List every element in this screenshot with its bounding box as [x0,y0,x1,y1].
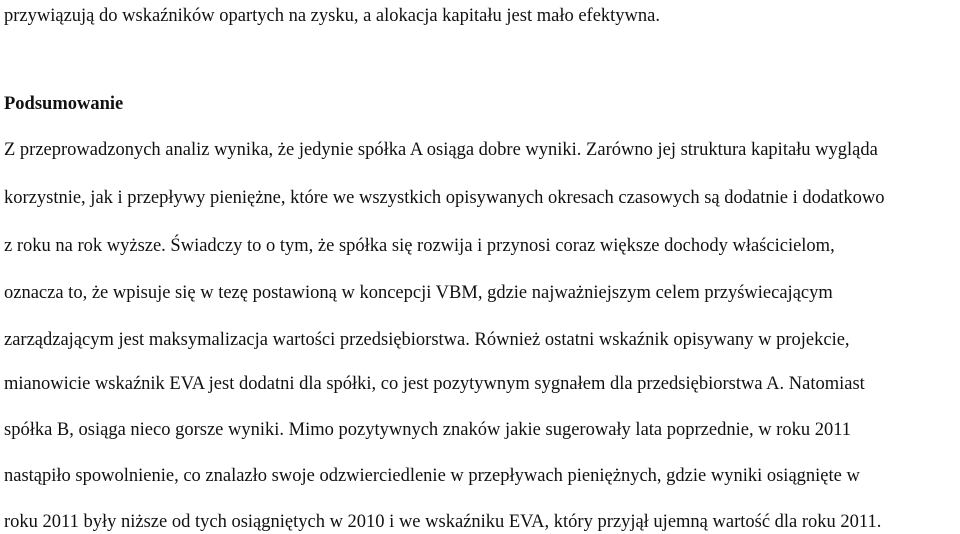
paragraph-line: oznacza to, że wpisuje się w tezę postawioną w koncepcji VBM, gdzie najważniejszym celem przyświecającym [4,283,833,303]
paragraph-line: roku 2011 były niższe od tych osiągniętych w 2010 i we wskaźniku EVA, który przyjął ujemną wartość dla roku 2011. [4,512,882,532]
paragraph-line: mianowicie wskaźnik EVA jest dodatni dla spółki, co jest pozytywnym sygnałem dla przedsiębiorstwa A. Natomiast [4,374,865,394]
paragraph-line: z roku na rok wyższe. Świadczy to o tym, że spółka się rozwija i przynosi coraz większe dochody właścicielom, [4,236,835,256]
paragraph-line: korzystnie, jak i przepływy pieniężne, które we wszystkich opisywanych okresach czasowych są dodatnie i dodatkowo [4,188,885,208]
intro-line: przywiązują do wskaźników opartych na zysku, a alokacja kapitału jest mało efektywna. [4,6,661,26]
paragraph-line: spółka B, osiąga nieco gorsze wyniki. Mimo pozytywnych znaków jakie sugerowały lata poprzednie, w roku 2011 [4,420,852,440]
paragraph-line: nastąpiło spowolnienie, co znalazło swoje odzwierciedlenie w przepływach pieniężnych, gdzie wyniki osiągnięte w [4,466,860,486]
section-heading: Podsumowanie [4,94,124,114]
paragraph-line: Z przeprowadzonych analiz wynika, że jedynie spółka A osiąga dobre wyniki. Zarówno jej struktura kapitału wygląda [4,140,878,160]
paragraph-line: zarządzającym jest maksymalizacja wartości przedsiębiorstwa. Również ostatni wskaźnik opisywany w projekcie, [4,330,850,350]
